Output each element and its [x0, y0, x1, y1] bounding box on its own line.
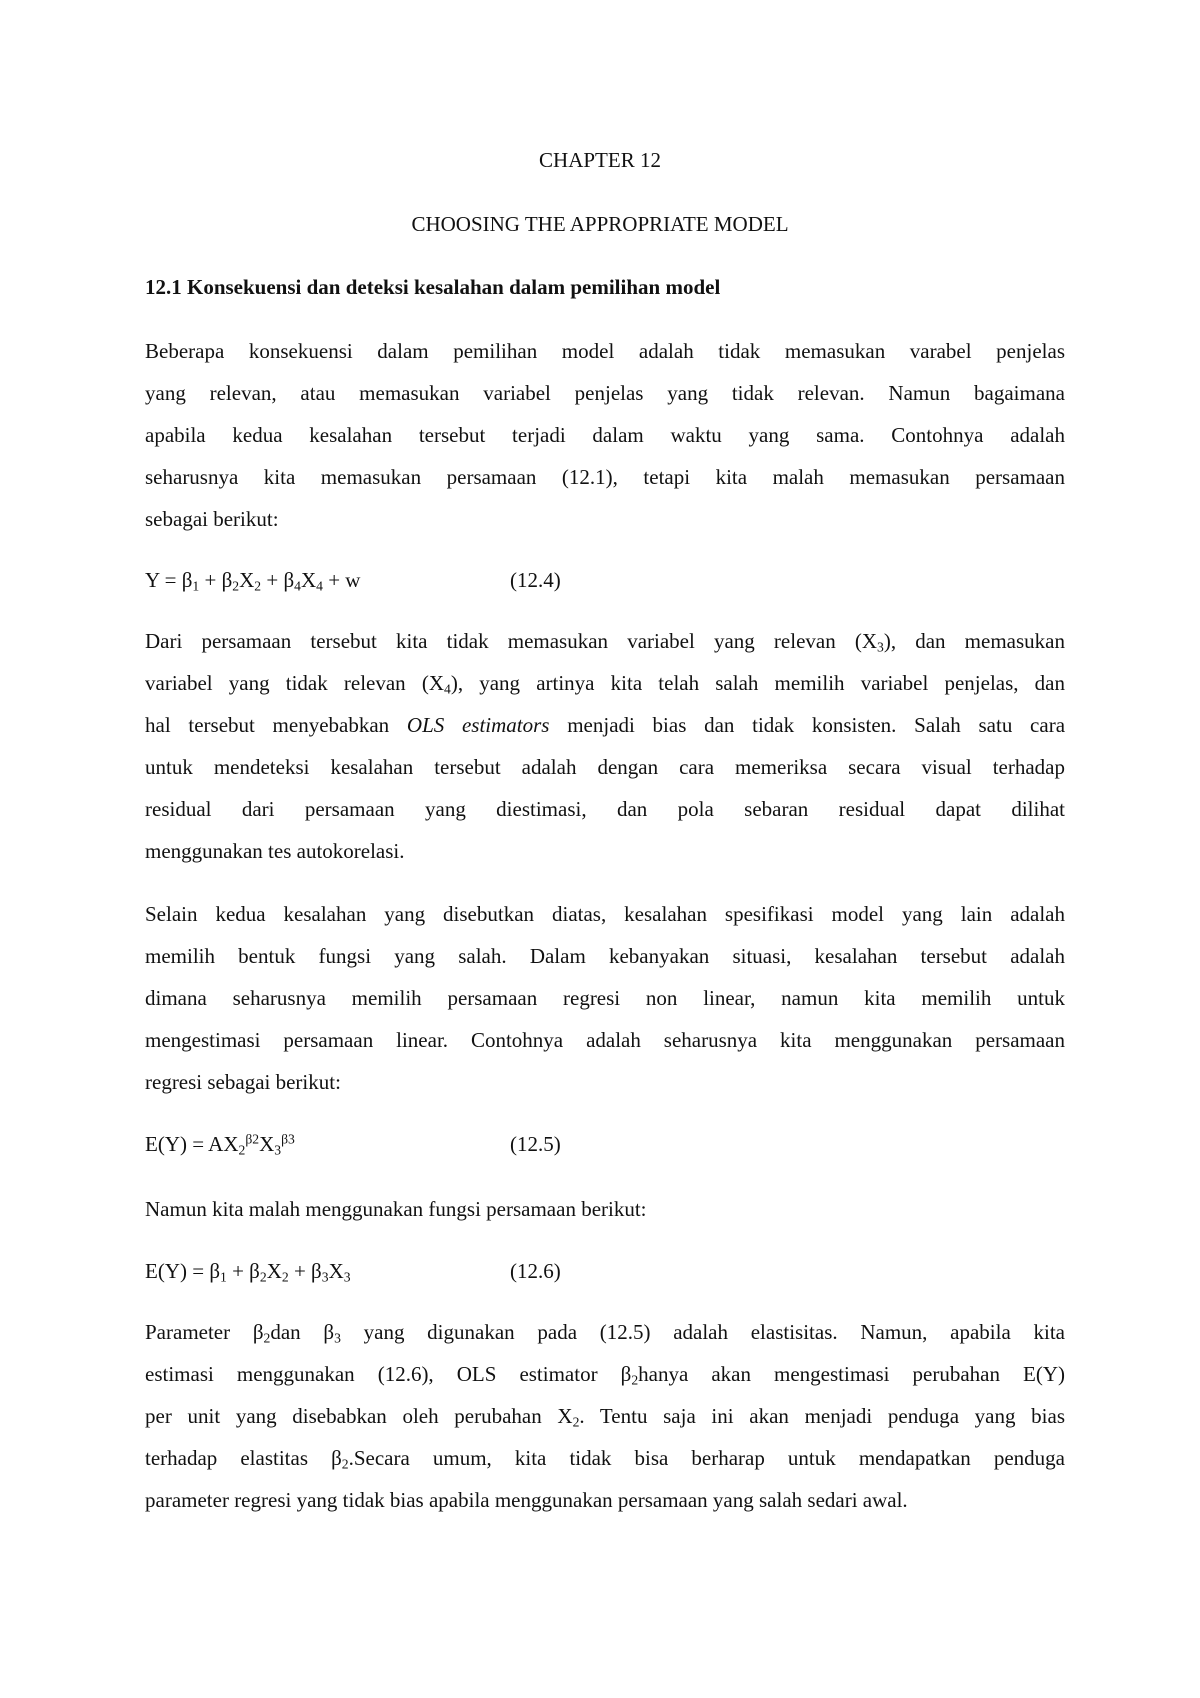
paragraph-1 [145, 330, 1065, 540]
text-run: dan β [270, 1320, 335, 1344]
paragraph-line: menggunakan tes autokorelasi. [145, 839, 405, 863]
text-run: Parameter β [145, 1320, 264, 1344]
eq-text: + β [199, 568, 233, 592]
equation-12-4 [145, 567, 360, 593]
eq-subscript: 1 [192, 578, 200, 594]
eq-subscript: 2 [281, 1269, 289, 1285]
equation-number-12-4: (12.4) [510, 568, 561, 592]
italic-term: OLS estimators [406, 713, 550, 737]
eq-text: + w [322, 568, 361, 592]
text-run: hanya akan mengestimasi perubahan E(Y) [638, 1362, 1065, 1386]
text-run: ), dan memasukan [883, 629, 1065, 653]
eq-text: X [300, 568, 317, 592]
paragraph-line [145, 662, 1065, 704]
paragraph-line [145, 1395, 1065, 1437]
paragraph-line: regresi sebagai berikut: [145, 1070, 341, 1094]
subscript: 3 [334, 1330, 341, 1346]
paragraph-5 [145, 1311, 1065, 1521]
equation-12-5 [145, 1131, 295, 1157]
paragraph-line: yang relevan, atau memasukan variabel penjelas yang tidak relevan. Namun bagaimana [145, 381, 1065, 405]
paragraph-4: Namun kita malah menggunakan fungsi persamaan berikut: [145, 1197, 647, 1221]
eq-subscript: 2 [238, 1142, 246, 1158]
eq-text: X [239, 568, 255, 592]
eq-text: X [266, 1259, 282, 1283]
paragraph-line [145, 1437, 1065, 1479]
subscript: 2 [572, 1414, 580, 1430]
eq-subscript: 4 [294, 578, 301, 594]
paragraph-line: memilih bentuk fungsi yang salah. Dalam kebanyakan situasi, kesalahan tersebut adalah [145, 944, 1065, 968]
text-run: . Tentu saja ini akan menjadi penduga yang bias [579, 1404, 1066, 1428]
eq-text: X [328, 1259, 344, 1283]
eq-text: E(Y) = AX [145, 1132, 239, 1156]
equation-12-6 [145, 1258, 351, 1284]
eq-text: E(Y) = β [145, 1259, 221, 1283]
eq-text: + β [226, 1259, 260, 1283]
paragraph-line [145, 620, 1065, 662]
text-run: variabel yang tidak relevan (X [145, 671, 444, 695]
paragraph-2 [145, 620, 1065, 872]
paragraph-line: Selain kedua kesalahan yang disebutkan diatas, kesalahan spesifikasi model yang lain adalah [145, 902, 1065, 926]
eq-superscript: β2 [245, 1131, 260, 1147]
section-heading: 12.1 Konsekuensi dan deteksi kesalahan dalam pemilihan model [145, 275, 721, 299]
chapter-label: CHAPTER 12 [539, 148, 661, 172]
paragraph-line: residual dari persamaan yang diestimasi, dan pola sebaran residual dapat dilihat [145, 797, 1065, 821]
eq-subscript: 1 [220, 1269, 227, 1285]
text-run: terhadap elastitas β [145, 1446, 342, 1470]
paragraph-line: apabila kedua kesalahan tersebut terjadi dalam waktu yang sama. Contohnya adalah [145, 423, 1065, 447]
paragraph-line: parameter regresi yang tidak bias apabila menggunakan persamaan yang salah sedari awal. [145, 1488, 908, 1512]
paragraph-3 [145, 893, 1065, 1103]
paragraph-line: Beberapa konsekuensi dalam pemilihan model adalah tidak memasukan varabel penjelas [145, 339, 1065, 363]
paragraph-line: seharusnya kita memasukan persamaan (12.1), tetapi kita malah memasukan persamaan [145, 465, 1065, 489]
text-run: hal tersebut menyebabkan [145, 713, 407, 737]
paragraph-line [145, 704, 1065, 746]
eq-text: Y = β [145, 568, 193, 592]
equation-number-12-5: (12.5) [510, 1132, 561, 1156]
eq-subscript: 2 [259, 1269, 267, 1285]
text-run: .Secara umum, kita tidak bisa berharap untuk mendapatkan penduga [348, 1446, 1066, 1470]
eq-text: + β [288, 1259, 322, 1283]
eq-subscript: 4 [316, 578, 323, 594]
eq-text: + β [261, 568, 295, 592]
subscript: 2 [341, 1456, 349, 1472]
paragraph-line [145, 1311, 1065, 1353]
eq-subscript: 3 [343, 1269, 351, 1285]
subscript: 3 [877, 639, 884, 655]
paragraph-line: sebagai berikut: [145, 507, 279, 531]
eq-subscript: 2 [232, 578, 240, 594]
text-run: Dari persamaan tersebut kita tidak memasukan variabel yang relevan (X [145, 629, 878, 653]
text-run: menjadi bias dan tidak konsisten. Salah satu cara [549, 713, 1066, 737]
subscript: 2 [631, 1372, 639, 1388]
eq-text: X [259, 1132, 275, 1156]
paragraph-line [145, 1353, 1065, 1395]
text-run: estimasi menggunakan (12.6), OLS estimator β [145, 1362, 632, 1386]
eq-subscript: 2 [254, 578, 262, 594]
paragraph-line: mengestimasi persamaan linear. Contohnya adalah seharusnya kita menggunakan persamaan [145, 1028, 1065, 1052]
text-run: per unit yang disebabkan oleh perubahan X [145, 1404, 573, 1428]
subscript: 4 [444, 681, 451, 697]
paragraph-line: untuk mendeteksi kesalahan tersebut adalah dengan cara memeriksa secara visual terhadap [145, 755, 1065, 779]
eq-subscript: 3 [274, 1142, 282, 1158]
chapter-title: CHOOSING THE APPROPRIATE MODEL [411, 212, 789, 236]
subscript: 2 [263, 1330, 271, 1346]
paragraph-line: dimana seharusnya memilih persamaan regresi non linear, namun kita memilih untuk [145, 986, 1065, 1010]
text-run: ), yang artinya kita telah salah memilih variabel penjelas, dan [450, 671, 1065, 695]
eq-superscript: β3 [281, 1131, 295, 1147]
eq-subscript: 3 [321, 1269, 329, 1285]
text-run: yang digunakan pada (12.5) adalah elastisitas. Namun, apabila kita [340, 1320, 1065, 1344]
equation-number-12-6: (12.6) [510, 1259, 561, 1283]
